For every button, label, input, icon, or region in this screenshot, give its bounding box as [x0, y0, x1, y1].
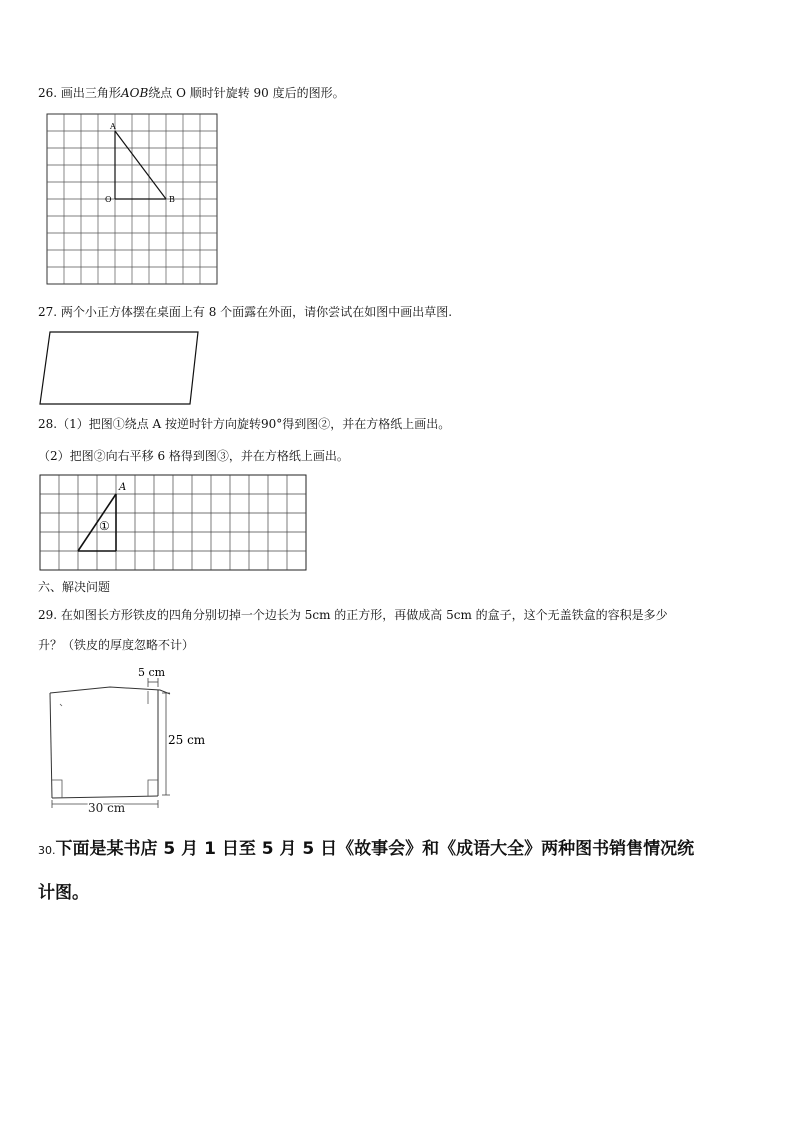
q27-prompt — [38, 303, 452, 320]
q29-line2: 升？（铁皮的厚度忽略不计） — [38, 638, 195, 652]
q29-sheet-outline — [50, 687, 170, 798]
section-6-heading: 六、解决问题 — [38, 580, 111, 594]
q27-parallelogram — [40, 332, 198, 404]
q28-line1-text: （1）把图①绕点 A 按逆时针方向旋转90°得到图②，并在方格纸上画出。 — [57, 417, 451, 431]
q29-number: 29. — [38, 608, 58, 622]
q27-parallelogram-figure — [38, 328, 200, 408]
q29-sheet-figure — [40, 660, 220, 820]
q26-triangle-name: AOB — [120, 86, 149, 100]
q26-number: 26. — [38, 86, 58, 100]
q26-grid-figure — [46, 113, 220, 287]
q28-grid-figure — [39, 474, 309, 572]
q29-label-5cm: 5 cm — [138, 666, 166, 679]
q29-line1-text: 在如图长方形铁皮的四角分别切掉一个边长为 5cm 的正方形，再做成高 5cm 的盒子，这个无盖铁盒的容积是多少 — [60, 608, 668, 622]
q26-label-a: A — [110, 122, 116, 131]
q26-text-before: 画出三角形 — [60, 86, 121, 100]
q29-line1 — [38, 606, 668, 623]
q26-prompt — [38, 84, 345, 101]
q28-grid-lines — [40, 475, 306, 570]
q26-label-b: B — [169, 195, 175, 204]
q29-label-30cm: 30 cm — [88, 801, 126, 815]
q30-number: 30. — [38, 844, 56, 857]
q27-text: 两个小正方体摆在桌面上有 8 个面露在外面，请你尝试在如图中画出草图. — [60, 305, 453, 319]
q28-label-a: A — [119, 482, 127, 493]
q30-line1 — [38, 834, 694, 859]
q26-text-after: 绕点 O 顺时针旋转 90 度后的图形。 — [148, 86, 345, 100]
q30-line1-text: 下面是某书店 5 月 1 日至 5 月 5 日《故事会》和《成语大全》两种图书销售情况统 — [55, 839, 695, 859]
q29-dimension-lines — [52, 678, 170, 808]
q27-number: 27. — [38, 305, 58, 319]
q30-line2: 计图。 — [38, 883, 89, 903]
q26-label-o: O — [105, 195, 112, 204]
q28-line2: （2）把图②向右平移 6 格得到图③，并在方格纸上画出。 — [38, 449, 349, 463]
q28-number: 28. — [38, 417, 58, 431]
q29-label-25cm: 25 cm — [168, 733, 206, 747]
q29-corner-squares — [52, 691, 158, 798]
q28-line1 — [38, 415, 450, 432]
q28-label-fig1: ① — [99, 519, 110, 533]
